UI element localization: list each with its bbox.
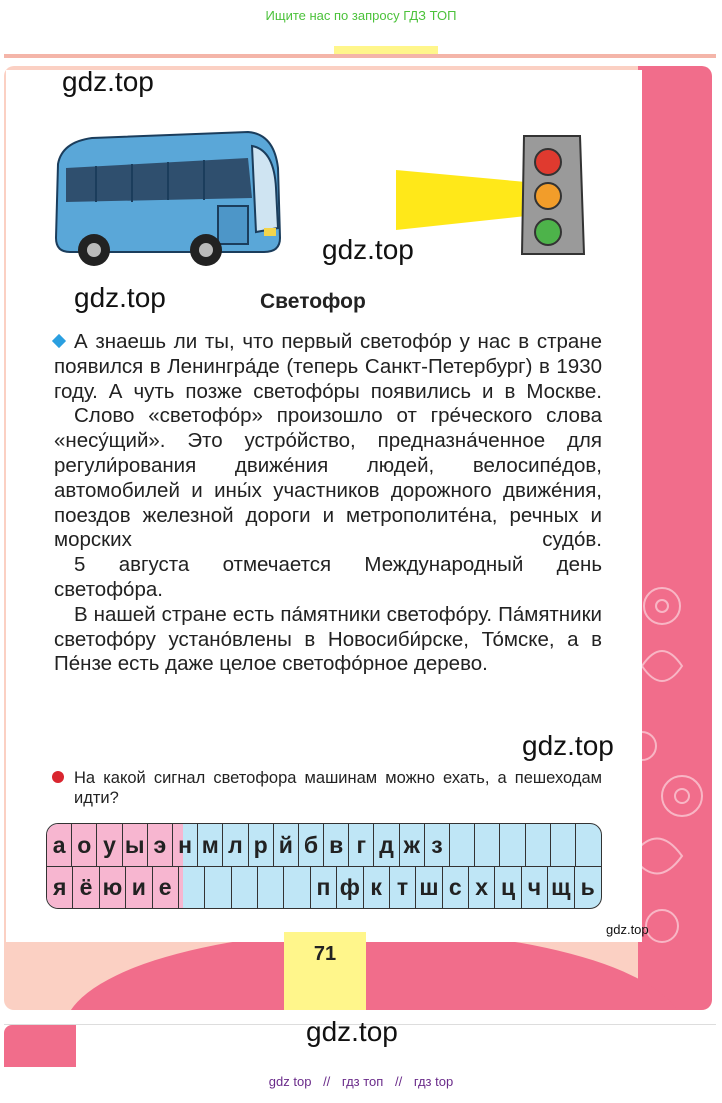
- alphabet-cell: п: [311, 866, 337, 908]
- footer-separator: //: [394, 1074, 403, 1089]
- alphabet-cell: у: [97, 824, 122, 866]
- alphabet-cell: м: [198, 824, 223, 866]
- alphabet-cell: [500, 824, 525, 866]
- alphabet-cell: ф: [337, 866, 363, 908]
- alphabet-cell: щ: [548, 866, 574, 908]
- alphabet-cell: л: [223, 824, 248, 866]
- alphabet-cell: ш: [416, 866, 442, 908]
- alphabet-cell: ю: [100, 866, 126, 908]
- alphabet-cell: [450, 824, 475, 866]
- alphabet-cell: в: [324, 824, 349, 866]
- paragraph: 5 августа отмечается Международный день светофо́ра.: [54, 553, 602, 601]
- alphabet-cell: [475, 824, 500, 866]
- watermark-small: gdz.top: [606, 922, 649, 937]
- alphabet-cell: ц: [495, 866, 521, 908]
- bus-icon: [52, 128, 282, 270]
- alphabet-cell: ж: [400, 824, 425, 866]
- alphabet-cell: о: [72, 824, 97, 866]
- footer-link[interactable]: гдз топ: [341, 1074, 384, 1089]
- alphabet-cell: д: [374, 824, 399, 866]
- page-number: 71: [284, 932, 366, 1010]
- alphabet-cell: г: [349, 824, 374, 866]
- watermark: gdz.top: [306, 1016, 398, 1047]
- alphabet-cell: р: [249, 824, 274, 866]
- alphabet-cell: б: [299, 824, 324, 866]
- paragraph: Слово «светофо́р» произошло от гре́ческого слова «несу́щий». Это устро́йство, предназна́ченное для регули́рования движе́ния людей, велосипе́дов, автомобилей и ины́х участников дорожного движе́ния, поездов железной дороги и метрополите́на, речных и морских судо́в.: [54, 404, 602, 552]
- alphabet-row-2: [47, 866, 601, 908]
- alphabet-cell: т: [390, 866, 416, 908]
- alphabet-cell: и: [126, 866, 152, 908]
- alphabet-cell: [179, 866, 205, 908]
- footer-separator: //: [323, 1074, 331, 1089]
- alphabet-cell: к: [364, 866, 390, 908]
- alphabet-cell: я: [47, 866, 73, 908]
- watermark: gdz.top: [74, 282, 166, 313]
- pink-block: [4, 1025, 76, 1067]
- alphabet-cell: е: [153, 866, 179, 908]
- article-title: Светофор: [260, 290, 366, 313]
- alphabet-cell: а: [47, 824, 72, 866]
- alphabet-cell: [551, 824, 576, 866]
- alphabet-cell: [205, 866, 231, 908]
- alphabet-cell: с: [443, 866, 469, 908]
- watermark: gdz.top: [322, 234, 414, 265]
- alphabet-cell: [576, 824, 601, 866]
- footer-link[interactable]: гдз top: [413, 1074, 454, 1089]
- alphabet-cell: э: [148, 824, 173, 866]
- alphabet-cell: [258, 866, 284, 908]
- red-bullet-icon: [52, 771, 64, 783]
- watermark: gdz.top: [522, 730, 614, 761]
- alphabet-cell: ы: [123, 824, 148, 866]
- alphabet-table: [46, 823, 602, 909]
- watermark: gdz.top: [62, 66, 154, 97]
- search-banner[interactable]: Ищите нас по запросу ГДЗ ТОП: [265, 8, 457, 23]
- alphabet-cell: ч: [522, 866, 548, 908]
- paragraph: А знаешь ли ты, что первый светофо́р у нас в стране появился в Ленингра́де (теперь Санкт-Петербург) в 1930 году. А чуть позже светофо́ры появились и в Москве.: [54, 330, 602, 403]
- question-text: На какой сигнал светофора машинам можно ехать, а пешеходам идти?: [74, 769, 602, 807]
- page-tab: [334, 46, 438, 54]
- alphabet-cell: ё: [73, 866, 99, 908]
- alphabet-cell: н: [173, 824, 198, 866]
- alphabet-cell: [284, 866, 310, 908]
- previous-page-strip: [4, 32, 716, 58]
- alphabet-cell: з: [425, 824, 450, 866]
- alphabet-cell: й: [274, 824, 299, 866]
- alphabet-cell: [526, 824, 551, 866]
- alphabet-cell: ь: [580, 874, 595, 900]
- footer-link[interactable]: gdz top: [268, 1074, 312, 1089]
- alphabet-cell: [232, 866, 258, 908]
- alphabet-cell: х: [469, 866, 495, 908]
- traffic-light-icon: [396, 134, 588, 258]
- footer-links: [0, 1074, 722, 1098]
- article-text: [54, 330, 602, 677]
- pink-arc-decoration: [64, 931, 684, 1010]
- alphabet-row-1: [47, 824, 601, 867]
- paragraph: В нашей стране есть па́мятники светофо́ру. Па́мятники светофо́ру устано́влены в Новосиби́рске, То́мске, а в Пе́нзе есть даже целое светофо́рное дерево.: [54, 602, 602, 676]
